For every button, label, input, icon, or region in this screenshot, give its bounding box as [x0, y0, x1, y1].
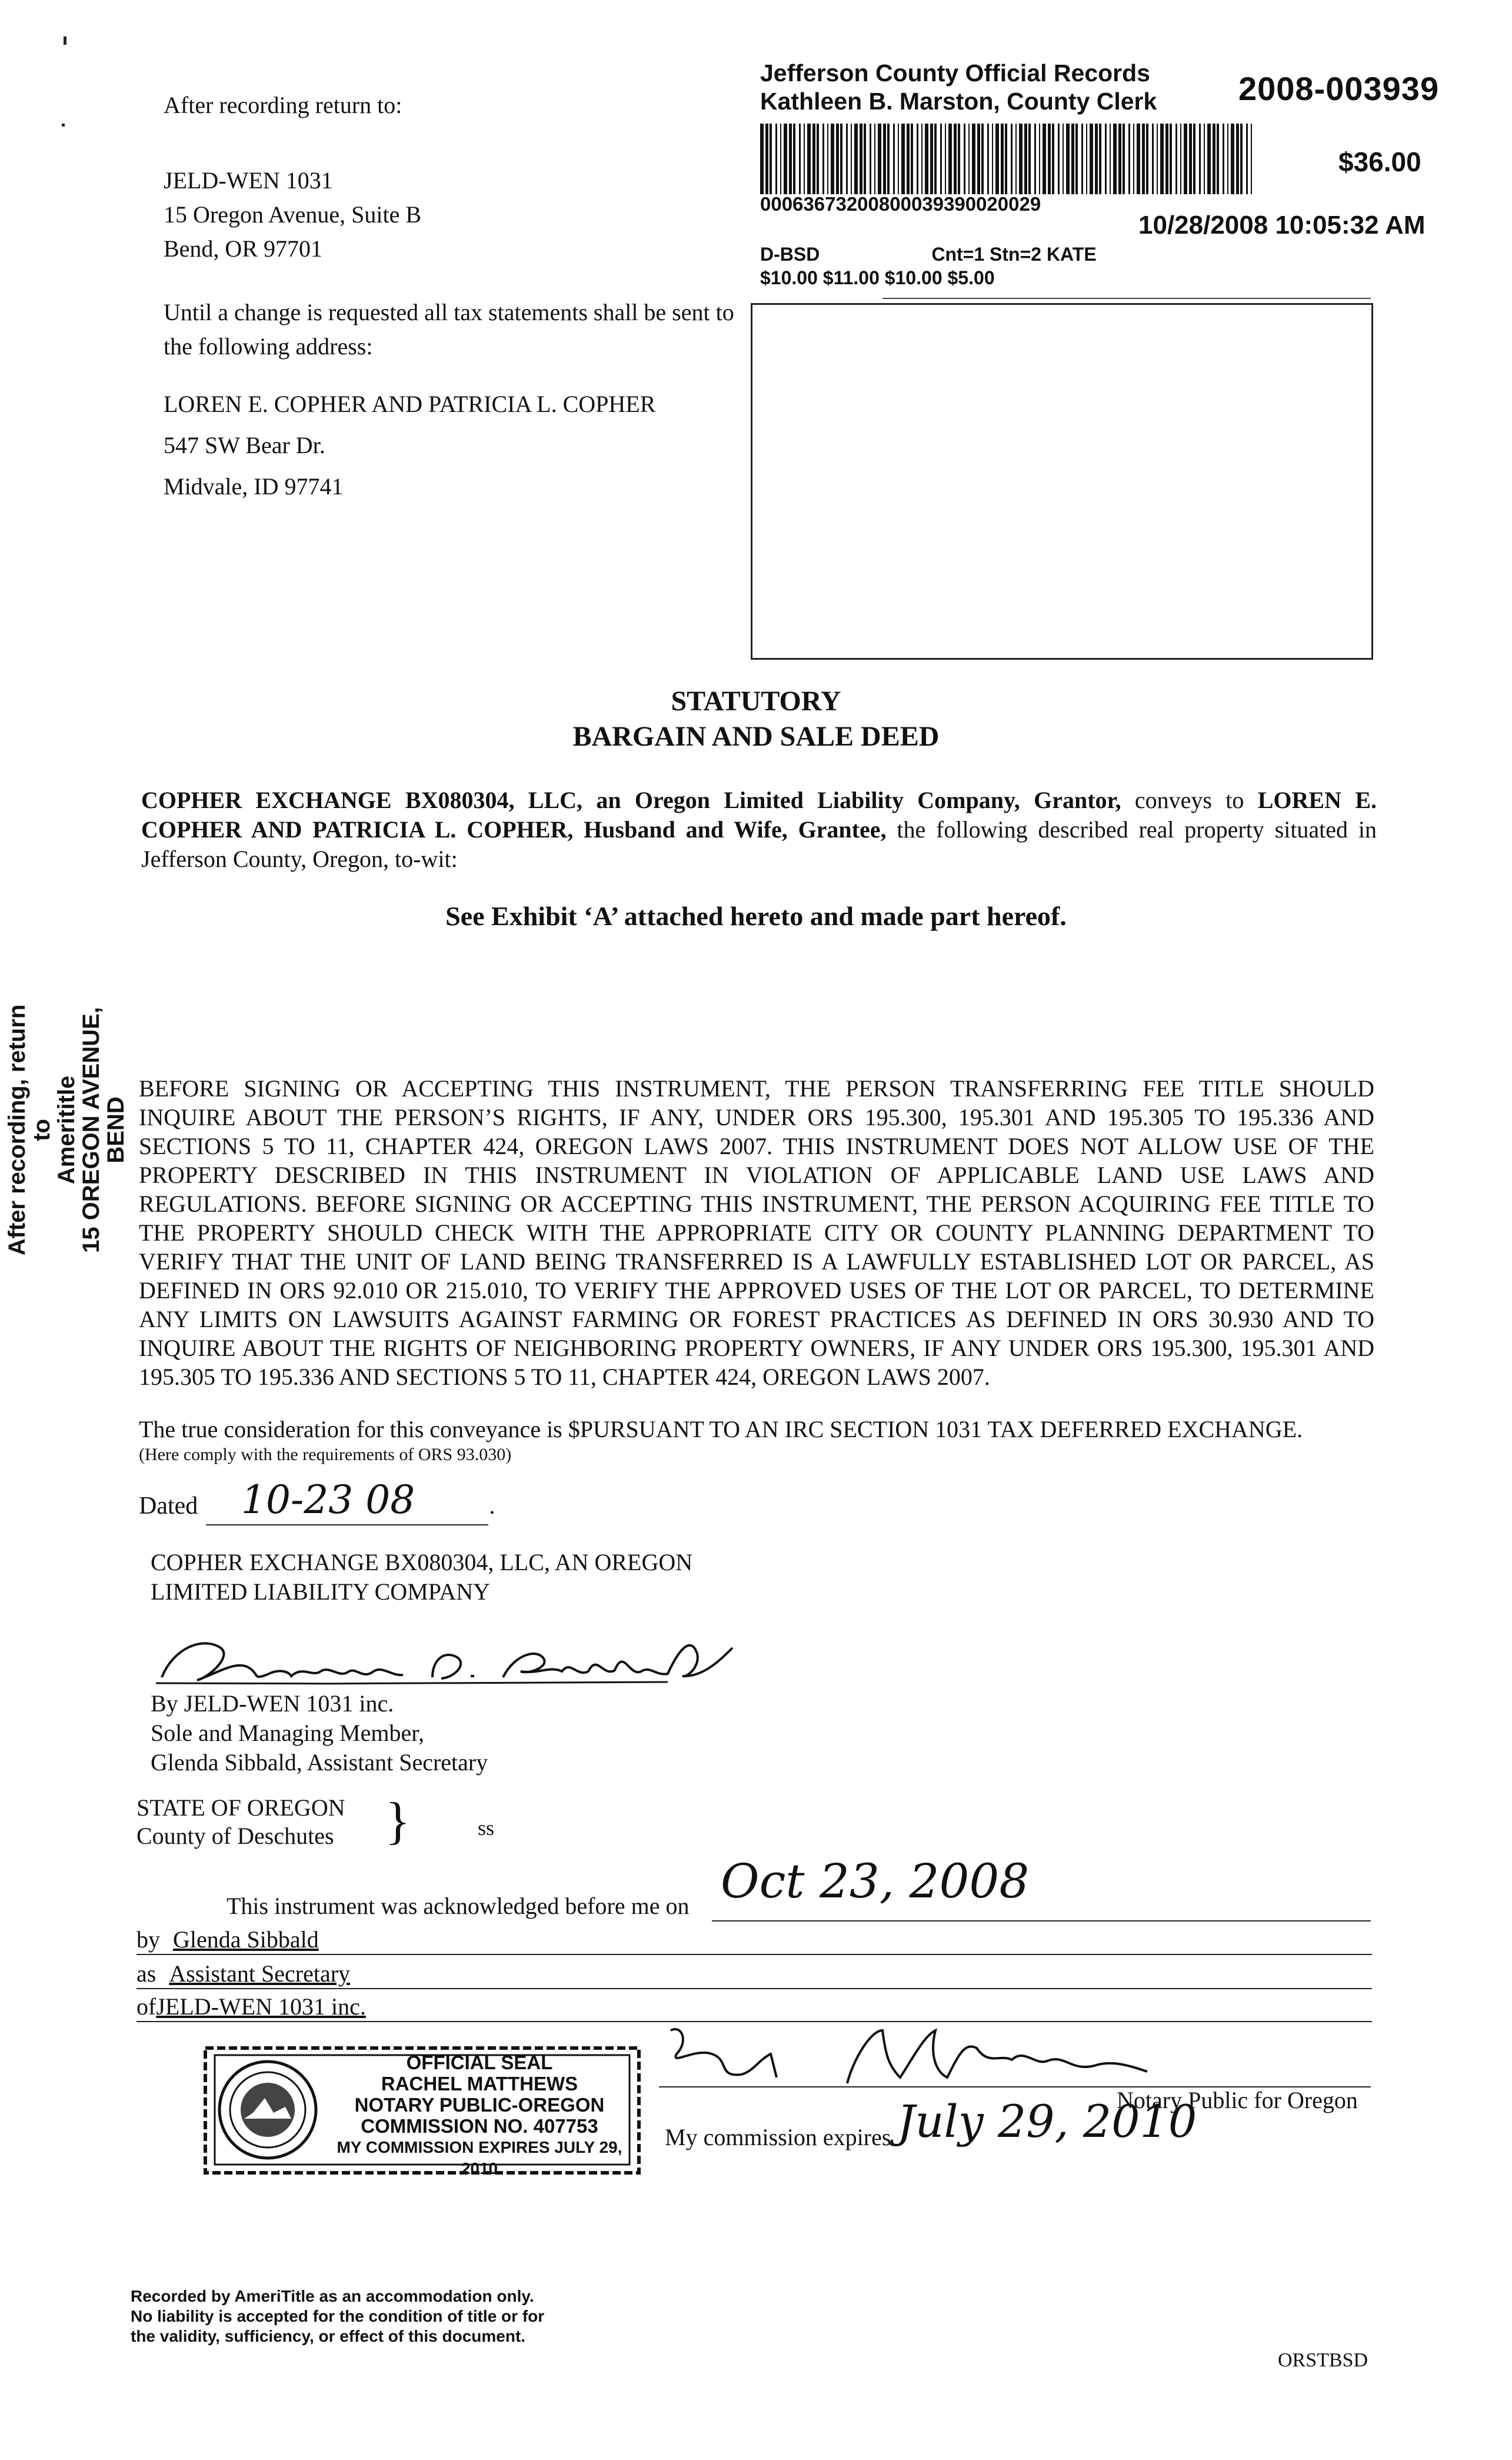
barcode-bar — [925, 124, 928, 194]
of-value: JELD-WEN 1031 inc. — [156, 1993, 366, 2020]
barcode-bar — [827, 124, 828, 194]
barcode-bar — [836, 124, 839, 194]
barcode-bar — [948, 124, 952, 194]
barcode-bar — [1015, 124, 1017, 194]
barcode-bar — [1217, 124, 1219, 194]
statutory-warning: BEFORE SIGNING OR ACCEPTING THIS INSTRUMENT, THE PERSON TRANSFERRING FEE TITLE SHOULD INQUIRE ABOUT THE PERSON’S RIGHTS, IF ANY, UNDER ORS 195.300, 195.301 AND 195.305 TO 195.336 AND SECTIONS 5 TO 11, CHAPTER 424, OREGON LAWS 2007. THIS INSTRUMENT DOES NOT ALLOW USE OF THE PROPERTY DESCRIBED IN THIS INSTRUMENT IN VIOLATION OF APPLICABLE LAND USE LAWS AND REGULATIONS. BEFORE SIGNING OR ACCEPTING THIS INSTRUMENT, THE PERSON ACQUIRING FEE TITLE TO THE PROPERTY SHOULD CHECK WITH THE APPROPRIATE CITY OR COUNTY PLANNING DEPARTMENT TO VERIFY THAT THE UNIT OF LAND BEING TRANSFERRED IS A LAWFULLY ESTABLISHED LOT OR PARCEL, AS DEFINED IN ORS 92.010 OR 215.010, TO VERIFY THE APPROVED USES OF THE LOT OR PARCEL, TO DETERMINE ANY LIMITS ON LAWSUITS AGAINST FARMING OR FOREST PRACTICES AS DEFINED IN ORS 30.930 AND TO INQUIRE ABOUT THE RIGHTS OF NEIGHBORING PROPERTY OWNERS, IF ANY UNDER ORS 195.300, 195.301 AND 195.305 TO 195.336 AND SECTIONS 5 TO 11, CHAPTER 424, OREGON LAWS 2007. — [139, 1075, 1374, 1390]
seal-line: COMMISSION NO. 407753 — [361, 2115, 598, 2137]
barcode-bar — [1039, 124, 1040, 194]
barcode-bar — [1137, 124, 1140, 194]
barcode-bar — [799, 124, 801, 194]
seal-line: OFFICIAL SEAL — [406, 2052, 553, 2073]
grant-paragraph — [141, 786, 1377, 874]
barcode-bar — [1063, 124, 1064, 194]
barcode-bar — [1246, 124, 1248, 194]
dated-period: . — [489, 1492, 495, 1520]
barcode-bar — [789, 124, 792, 194]
side-note-line: Amerititle — [54, 1075, 79, 1185]
fee-codes — [760, 242, 1097, 290]
return-label: After recording return to: — [164, 92, 402, 118]
barcode-bar — [1001, 124, 1004, 194]
barcode-bar — [917, 124, 918, 194]
tax-statement-label: Until a change is requested all tax statements shall be sent to the following address: — [164, 299, 734, 360]
barcode-bar — [1105, 124, 1107, 194]
conveys-text: conveys to — [1121, 787, 1258, 813]
barcode-bar — [1223, 124, 1224, 194]
barcode-bar — [784, 124, 787, 194]
total-fee: $36.00 — [1338, 147, 1421, 177]
exhibit-reference: See Exhibit ‘A’ attached hereto and made part hereof. — [445, 901, 1067, 931]
barcode-bar — [1236, 124, 1239, 194]
barcode-bar — [1043, 124, 1046, 194]
barcode-bar — [1152, 124, 1154, 194]
scan-mark — [62, 124, 65, 127]
venue-brace: } — [385, 1793, 411, 1850]
barcode-bar — [1146, 124, 1148, 194]
barcode-bar — [1058, 124, 1060, 194]
barcode-bar — [921, 124, 922, 194]
venue-ss: ss — [478, 1816, 495, 1840]
tax-addressee-line: LOREN E. COPHER AND PATRICIA L. COPHER — [164, 391, 656, 417]
barcode-bar — [907, 124, 910, 194]
barcode-number: 00063673200800039390020029 — [760, 193, 1041, 215]
acknowledged-of-row — [136, 1993, 1372, 2020]
barcode-bar — [995, 124, 999, 194]
barcode-bar — [770, 124, 772, 194]
return-addressee-line: Bend, OR 97701 — [164, 235, 322, 262]
document-type-code: D-BSD — [760, 244, 820, 265]
barcode — [760, 124, 1254, 194]
return-addressee-line: JELD-WEN 1031 — [164, 167, 333, 194]
side-note-line: After recording, return to — [4, 1004, 55, 1256]
signer-role: Sole and Managing Member, — [151, 1720, 424, 1746]
recording-datetime: 10/28/2008 10:05:32 AM — [1138, 211, 1426, 240]
barcode-bar — [822, 124, 824, 194]
signer-name: Glenda Sibbald, Assistant Secretary — [151, 1749, 488, 1776]
seal-line: RACHEL MATTHEWS — [381, 2073, 578, 2095]
commission-label: My commission expires — [665, 2124, 891, 2150]
barcode-bar — [780, 124, 781, 194]
consideration-statement: The true consideration for this conveyance is $PURSUANT TO AN IRC SECTION 1031 TAX DEFERRED EXCHANGE. — [139, 1416, 1303, 1442]
barcode-bar — [760, 124, 764, 194]
barcode-bar — [1240, 124, 1243, 194]
barcode-bar — [878, 124, 881, 194]
side-return-note — [4, 1000, 129, 1259]
barcode-bar — [1175, 124, 1177, 194]
notary-title: Notary Public for Oregon — [1117, 2087, 1358, 2113]
commission-date: July 29, 2010 — [897, 2095, 1197, 2147]
barcode-bar — [1024, 124, 1027, 194]
barcode-bar — [1213, 124, 1215, 194]
barcode-bar — [1113, 124, 1117, 194]
venue-county: County of Deschutes — [136, 1823, 334, 1849]
barcode-bar — [1028, 124, 1031, 194]
barcode-bar — [987, 124, 989, 194]
barcode-bar — [1227, 124, 1228, 194]
barcode-bar — [934, 124, 937, 194]
barcode-bar — [807, 124, 811, 194]
barcode-bar — [1099, 124, 1101, 194]
barcode-bar — [1231, 124, 1234, 194]
barcode-bar — [883, 124, 886, 194]
deed-title-line: BARGAIN AND SALE DEED — [572, 721, 940, 752]
recording-disclaimer: Recorded by AmeriTitle as an accommodation only. No liability is accepted for the condition of title or for the validity, sufficiency, or effect of this document. — [131, 2287, 545, 2345]
seal-line: NOTARY PUBLIC-OREGON — [354, 2094, 605, 2116]
barcode-bar — [1251, 124, 1252, 194]
barcode-bar — [1086, 124, 1087, 194]
barcode-bar — [1075, 124, 1078, 194]
barcode-bar — [1090, 124, 1093, 194]
barcode-bar — [870, 124, 871, 194]
by-label: by — [136, 1926, 160, 1953]
venue-state: STATE OF OREGON — [136, 1794, 345, 1821]
barcode-bar — [930, 124, 933, 194]
dated-handwritten: 10-23 08 — [241, 1477, 415, 1522]
grantee-name: LOREN E. COPHER AND PATRICIA L. COPHER, Husband and Wife, Grantee, — [141, 787, 1377, 843]
barcode-bar — [893, 124, 895, 194]
barcode-bar — [793, 124, 795, 194]
grantor-company — [151, 1548, 915, 1607]
by-value: Glenda Sibbald — [173, 1926, 319, 1953]
barcode-bar — [817, 124, 819, 194]
barcode-bar — [864, 124, 866, 194]
acknowledged-as-row — [136, 1960, 1372, 1987]
barcode-bar — [1123, 124, 1125, 194]
barcode-bar — [911, 124, 913, 194]
barcode-bar — [1165, 124, 1168, 194]
barcode-bar — [981, 124, 984, 194]
barcode-bar — [1133, 124, 1134, 194]
signer-block — [151, 1689, 857, 1777]
grantor-signature — [150, 1624, 750, 1695]
side-note-line: 15 OREGON AVENUE, BEND — [78, 1007, 129, 1253]
barcode-bar — [1052, 124, 1054, 194]
barcode-bar — [968, 124, 970, 194]
property-location: the following described real property situated in Jefferson County, Oregon, to-wit: — [141, 816, 1377, 872]
barcode-bar — [977, 124, 980, 194]
barcode-bar — [1199, 124, 1201, 194]
barcode-bar — [992, 124, 993, 194]
barcode-bar — [765, 124, 768, 194]
barcode-bar — [1170, 124, 1172, 194]
recording-stamp-box — [751, 303, 1373, 660]
barcode-bar — [874, 124, 875, 194]
count-code: Cnt=1 Stn=2 KATE — [931, 244, 1097, 265]
tax-addressee-line: Midvale, ID 97741 — [164, 473, 344, 500]
recording-office — [760, 59, 1157, 115]
dated-label-text: Dated — [139, 1492, 198, 1520]
grantor-company-line: COPHER EXCHANGE BX080304, LLC, AN OREGON — [151, 1549, 693, 1575]
barcode-bar — [1184, 124, 1187, 194]
barcode-bar — [851, 124, 852, 194]
barcode-bar — [1128, 124, 1130, 194]
acknowledgment-rule — [712, 1920, 1371, 1922]
barcode-bar — [1118, 124, 1121, 194]
barcode-bar — [958, 124, 960, 194]
barcode-bar — [812, 124, 815, 194]
acknowledged-by-row — [136, 1926, 1372, 1953]
barcode-bar — [1011, 124, 1013, 194]
form-code: ORSTBSD — [1278, 2349, 1368, 2371]
barcode-bar — [775, 124, 777, 194]
seal-line: MY COMMISSION EXPIRES JULY 29, 2010 — [337, 2138, 622, 2178]
barcode-bar — [1204, 124, 1205, 194]
return-addressee-line: 15 Oregon Avenue, Suite B — [164, 201, 422, 228]
barcode-bar — [1189, 124, 1192, 194]
return-address-block — [164, 88, 752, 504]
barcode-bar — [1005, 124, 1007, 194]
barcode-bar — [954, 124, 957, 194]
barcode-bar — [1071, 124, 1074, 194]
barcode-bar — [887, 124, 890, 194]
barcode-bar — [840, 124, 842, 194]
barcode-bar — [1207, 124, 1211, 194]
barcode-bar — [1193, 124, 1195, 194]
signer-by: By JELD-WEN 1031 inc. — [151, 1690, 394, 1717]
barcode-bar — [831, 124, 834, 194]
grantor-company-line: LIMITED LIABILITY COMPANY — [151, 1578, 490, 1605]
record-number: 2008-003939 — [1238, 70, 1440, 107]
barcode-bar — [854, 124, 858, 194]
barcode-bar — [898, 124, 899, 194]
barcode-bar — [1019, 124, 1023, 194]
deed-title — [0, 684, 1512, 754]
barcode-bar — [1095, 124, 1098, 194]
acknowledgment-date: Oct 23, 2008 — [721, 1854, 1030, 1909]
barcode-bar — [1048, 124, 1051, 194]
barcode-bar — [1081, 124, 1083, 194]
state-seal-emblem — [219, 2062, 316, 2158]
barcode-bar — [945, 124, 946, 194]
seal-text — [318, 2052, 641, 2179]
deed-title-line: STATUTORY — [671, 686, 841, 717]
recording-office-line: Kathleen B. Marston, County Clerk — [760, 88, 1157, 115]
as-value: Assistant Secretary — [169, 1960, 351, 1987]
box-top-rule — [882, 298, 1371, 299]
recording-office-line: Jefferson County Official Records — [760, 59, 1150, 87]
barcode-bar — [846, 124, 848, 194]
barcode-bar — [1110, 124, 1111, 194]
barcode-bar — [1180, 124, 1181, 194]
tax-addressee-line: 547 SW Bear Dr. — [164, 432, 325, 458]
scan-mark — [64, 36, 66, 45]
barcode-bar — [972, 124, 975, 194]
consideration-note: (Here comply with the requirements of ORS 93.030) — [139, 1445, 512, 1464]
barcode-bar — [1034, 124, 1036, 194]
venue-block — [136, 1794, 345, 1850]
of-label: of — [136, 1993, 156, 2020]
barcode-bar — [860, 124, 862, 194]
barcode-bar — [964, 124, 965, 194]
barcode-bar — [1157, 124, 1158, 194]
barcode-bar — [940, 124, 942, 194]
barcode-bar — [1066, 124, 1070, 194]
acknowledgment-text: This instrument was acknowledged before me on — [227, 1893, 690, 1919]
fee-breakdown: $10.00 $11.00 $10.00 $5.00 — [760, 267, 995, 288]
barcode-bar — [1160, 124, 1164, 194]
barcode-bar — [901, 124, 905, 194]
barcode-bar — [1142, 124, 1145, 194]
as-label: as — [136, 1960, 156, 1987]
grantor-name: COPHER EXCHANGE BX080304, LLC, an Oregon Limited Liability Company, Grantor, — [141, 787, 1121, 813]
barcode-bar — [804, 124, 805, 194]
dated-rule — [206, 1524, 488, 1525]
